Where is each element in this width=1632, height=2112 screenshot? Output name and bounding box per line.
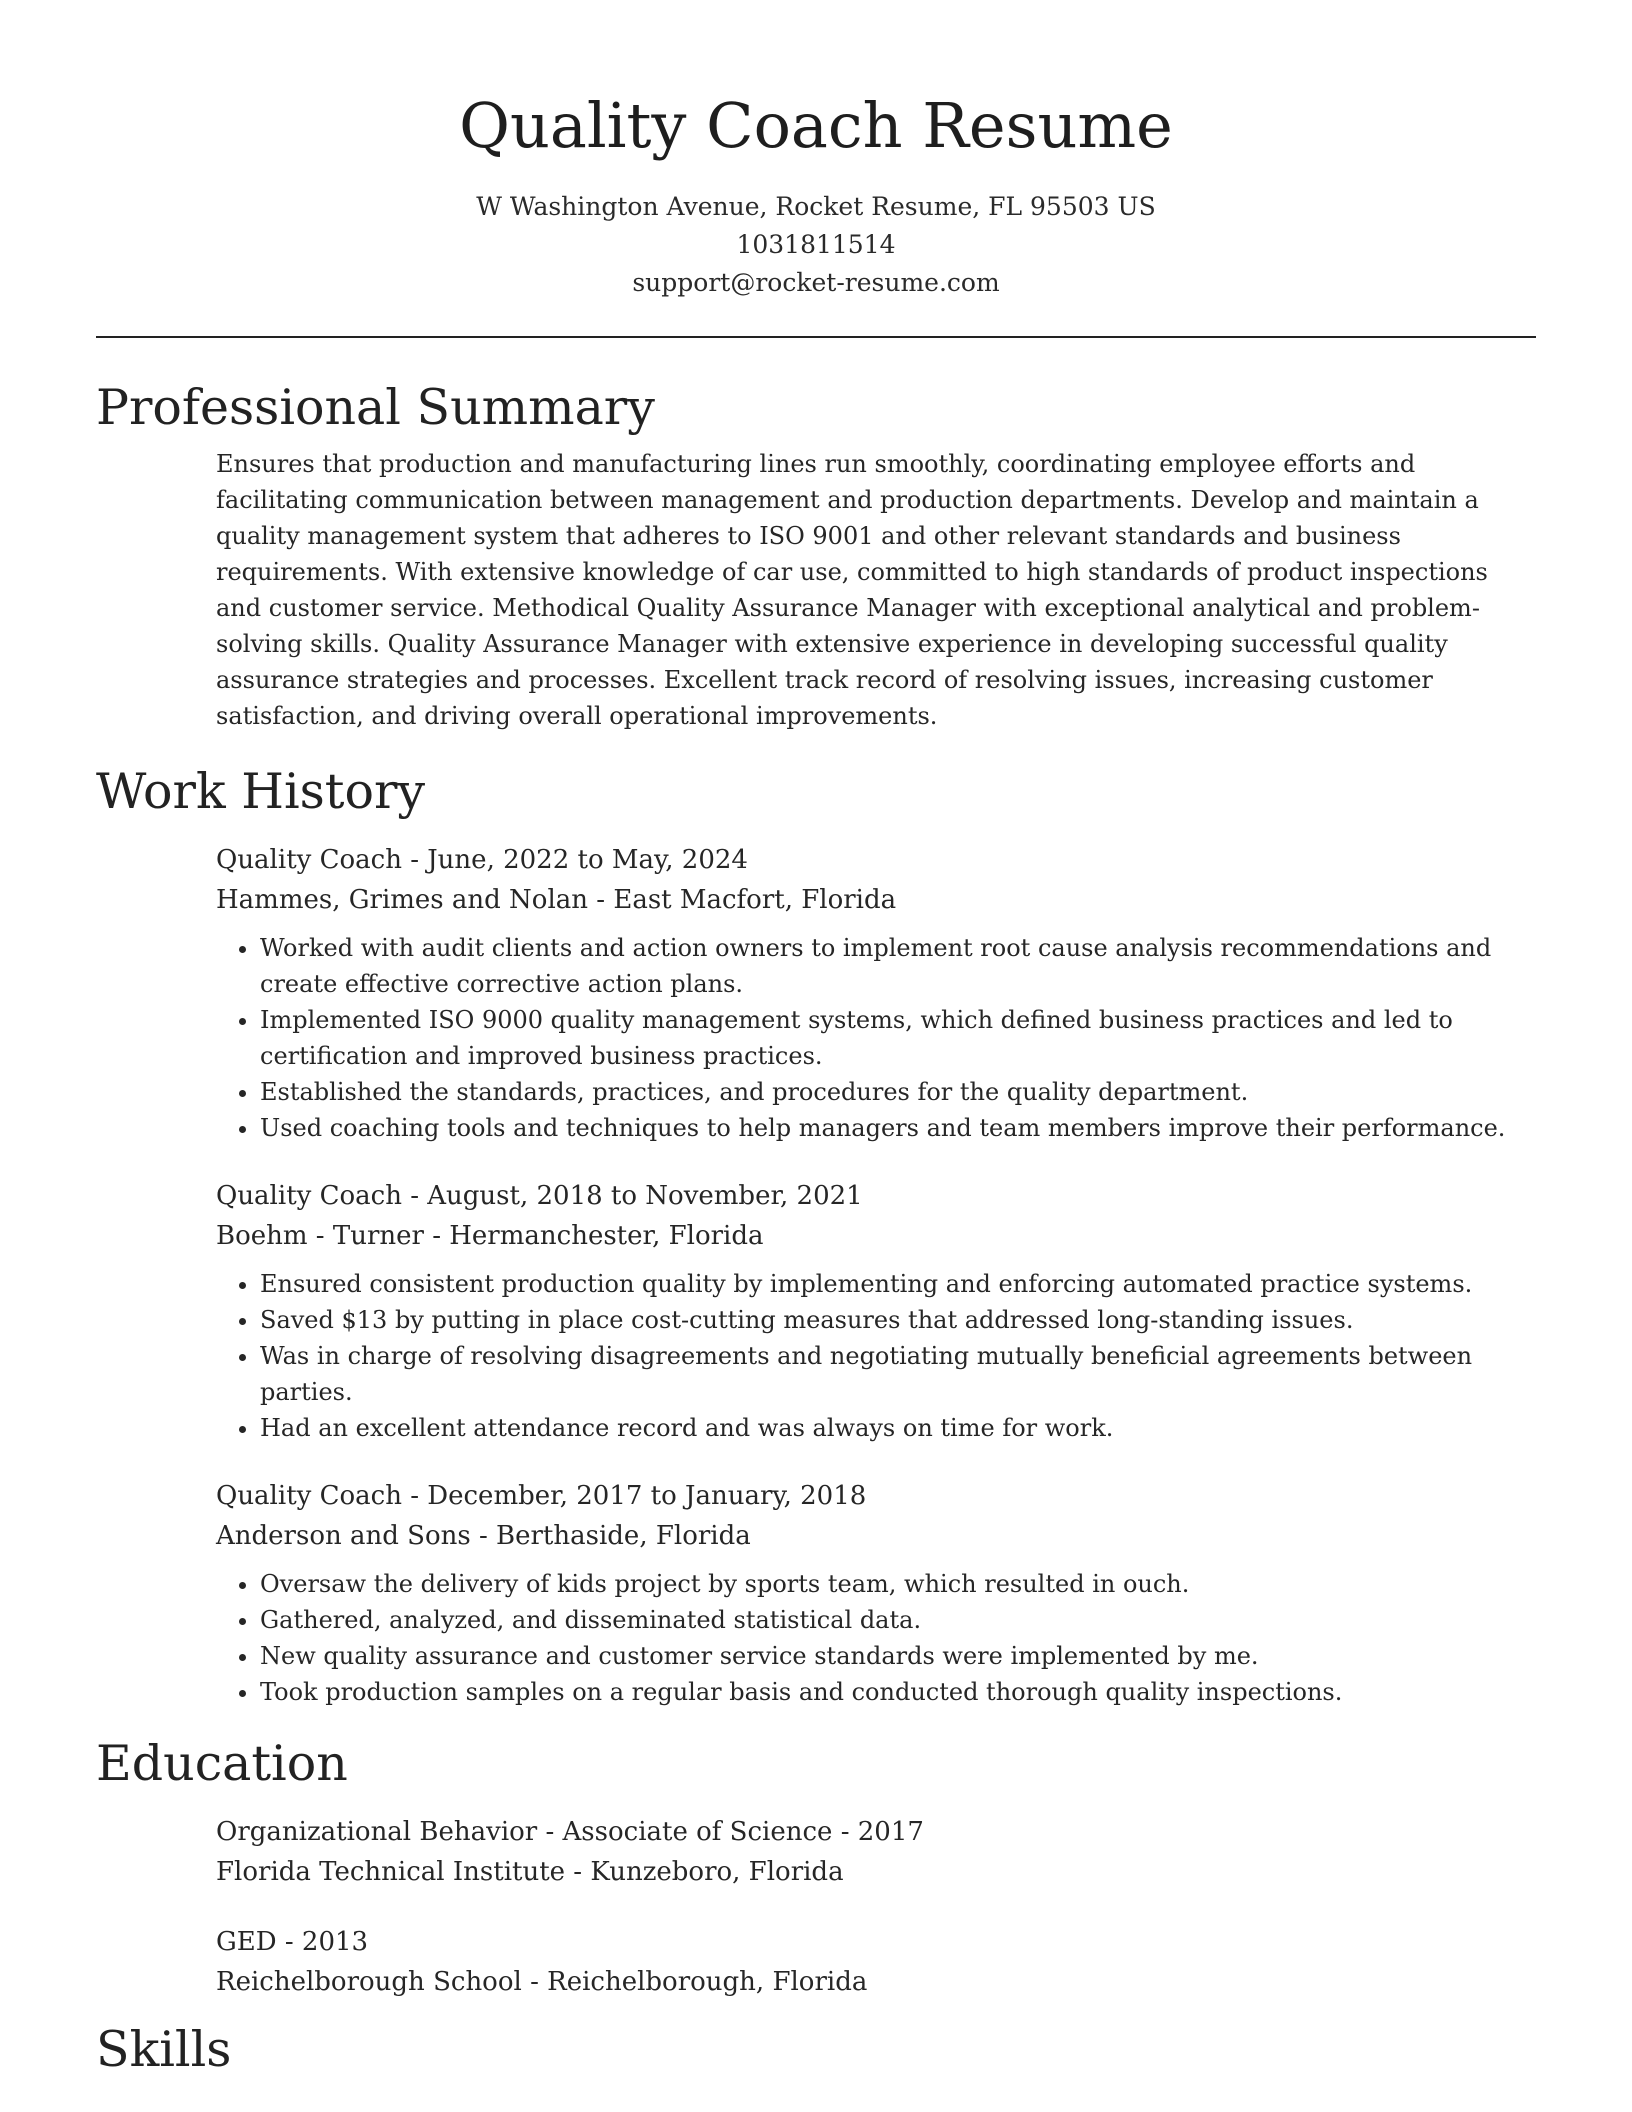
- job-bullet: • Worked with audit clients and action owners to implement root cause analysis recommendations and create effective corrective action plans.: [260, 930, 1536, 1002]
- job-bullet: • Established the standards, practices, and procedures for the quality department.: [260, 1074, 1536, 1110]
- phone-line: 1031811514: [736, 230, 896, 259]
- work-history-heading: Work History: [96, 763, 426, 820]
- job-title-line: Quality Coach - December, 2017 to January, 2018: [216, 1481, 867, 1511]
- job-bullets: [216, 1266, 1536, 1446]
- skills-heading: Skills: [96, 2021, 232, 2078]
- education-degree-line: GED - 2013: [216, 1927, 369, 1957]
- summary-body: [216, 446, 1536, 734]
- job-bullet: • Ensured consistent production quality by implementing and enforcing automated practice systems.: [260, 1266, 1536, 1302]
- header-divider: [96, 336, 1536, 338]
- job-entry: [216, 840, 1536, 1146]
- education-section: [96, 1734, 1536, 2002]
- job-bullet: • Had an excellent attendance record and was always on time for work.: [260, 1410, 1536, 1446]
- job-employer-line: Hammes, Grimes and Nolan - East Macfort, Florida: [216, 885, 897, 915]
- job-bullets: [216, 1566, 1536, 1710]
- education-heading: Education: [96, 1735, 348, 1792]
- job-bullet: • Gathered, analyzed, and disseminated statistical data.: [260, 1602, 1536, 1638]
- education-entry: [216, 1812, 1536, 1892]
- job-entry: [216, 1476, 1536, 1710]
- job-bullet: • Used coaching tools and techniques to help managers and team members improve their performance.: [260, 1110, 1536, 1146]
- resume-title: Quality Coach Resume: [459, 89, 1173, 162]
- job-bullets: [216, 930, 1536, 1146]
- work-history-body: [216, 840, 1536, 1710]
- skills-section: [96, 2020, 1536, 2080]
- summary-heading: Professional Summary: [96, 379, 655, 436]
- education-school-line: Florida Technical Institute - Kunzeboro, Florida: [216, 1857, 844, 1887]
- job-title-line: Quality Coach - August, 2018 to November, 2021: [216, 1181, 863, 1211]
- resume-page: [96, 0, 1536, 2080]
- summary-section: [96, 378, 1536, 734]
- job-bullet: • Was in charge of resolving disagreements and negotiating mutually beneficial agreements between parties.: [260, 1338, 1536, 1410]
- job-bullet: • Oversaw the delivery of kids project by sports team, which resulted in ouch.: [260, 1566, 1536, 1602]
- work-history-section: [96, 762, 1536, 1710]
- education-school-line: Reichelborough School - Reichelborough, Florida: [216, 1967, 868, 1997]
- job-bullet: • New quality assurance and customer service standards were implemented by me.: [260, 1638, 1536, 1674]
- contact-block: [96, 188, 1536, 302]
- job-entry: [216, 1176, 1536, 1446]
- summary-text: Ensures that production and manufacturing lines run smoothly, coordinating employee efforts and facilitating communication between management and production departments. Develop and maintain a quality management system that adheres to ISO 9001 and other relevant standards and business requirements. With extensive knowledge of car use, committed to high standards of product inspections and customer service. Methodical Quality Assurance Manager with exceptional analytical and problem-solving skills. Quality Assurance Manager with extensive experience in developing successful quality assurance strategies and processes. Excellent track record of resolving issues, increasing customer satisfaction, and driving overall operational improvements.: [216, 450, 1488, 730]
- job-title-line: Quality Coach - June, 2022 to May, 2024: [216, 845, 748, 875]
- education-body: [216, 1812, 1536, 2002]
- education-entry: [216, 1922, 1536, 2002]
- job-employer-line: Anderson and Sons - Berthaside, Florida: [216, 1521, 751, 1551]
- job-bullet: • Took production samples on a regular basis and conducted thorough quality inspections.: [260, 1674, 1536, 1710]
- job-bullet: • Implemented ISO 9000 quality management systems, which defined business practices and led to certification and improved business practices.: [260, 1002, 1536, 1074]
- job-bullet: • Saved $13 by putting in place cost-cutting measures that addressed long-standing issues.: [260, 1302, 1536, 1338]
- email-line: support@rocket-resume.com: [632, 268, 1000, 297]
- address-line: W Washington Avenue, Rocket Resume, FL 95503 US: [476, 192, 1156, 221]
- education-degree-line: Organizational Behavior - Associate of Science - 2017: [216, 1817, 924, 1847]
- job-employer-line: Boehm - Turner - Hermanchester, Florida: [216, 1221, 764, 1251]
